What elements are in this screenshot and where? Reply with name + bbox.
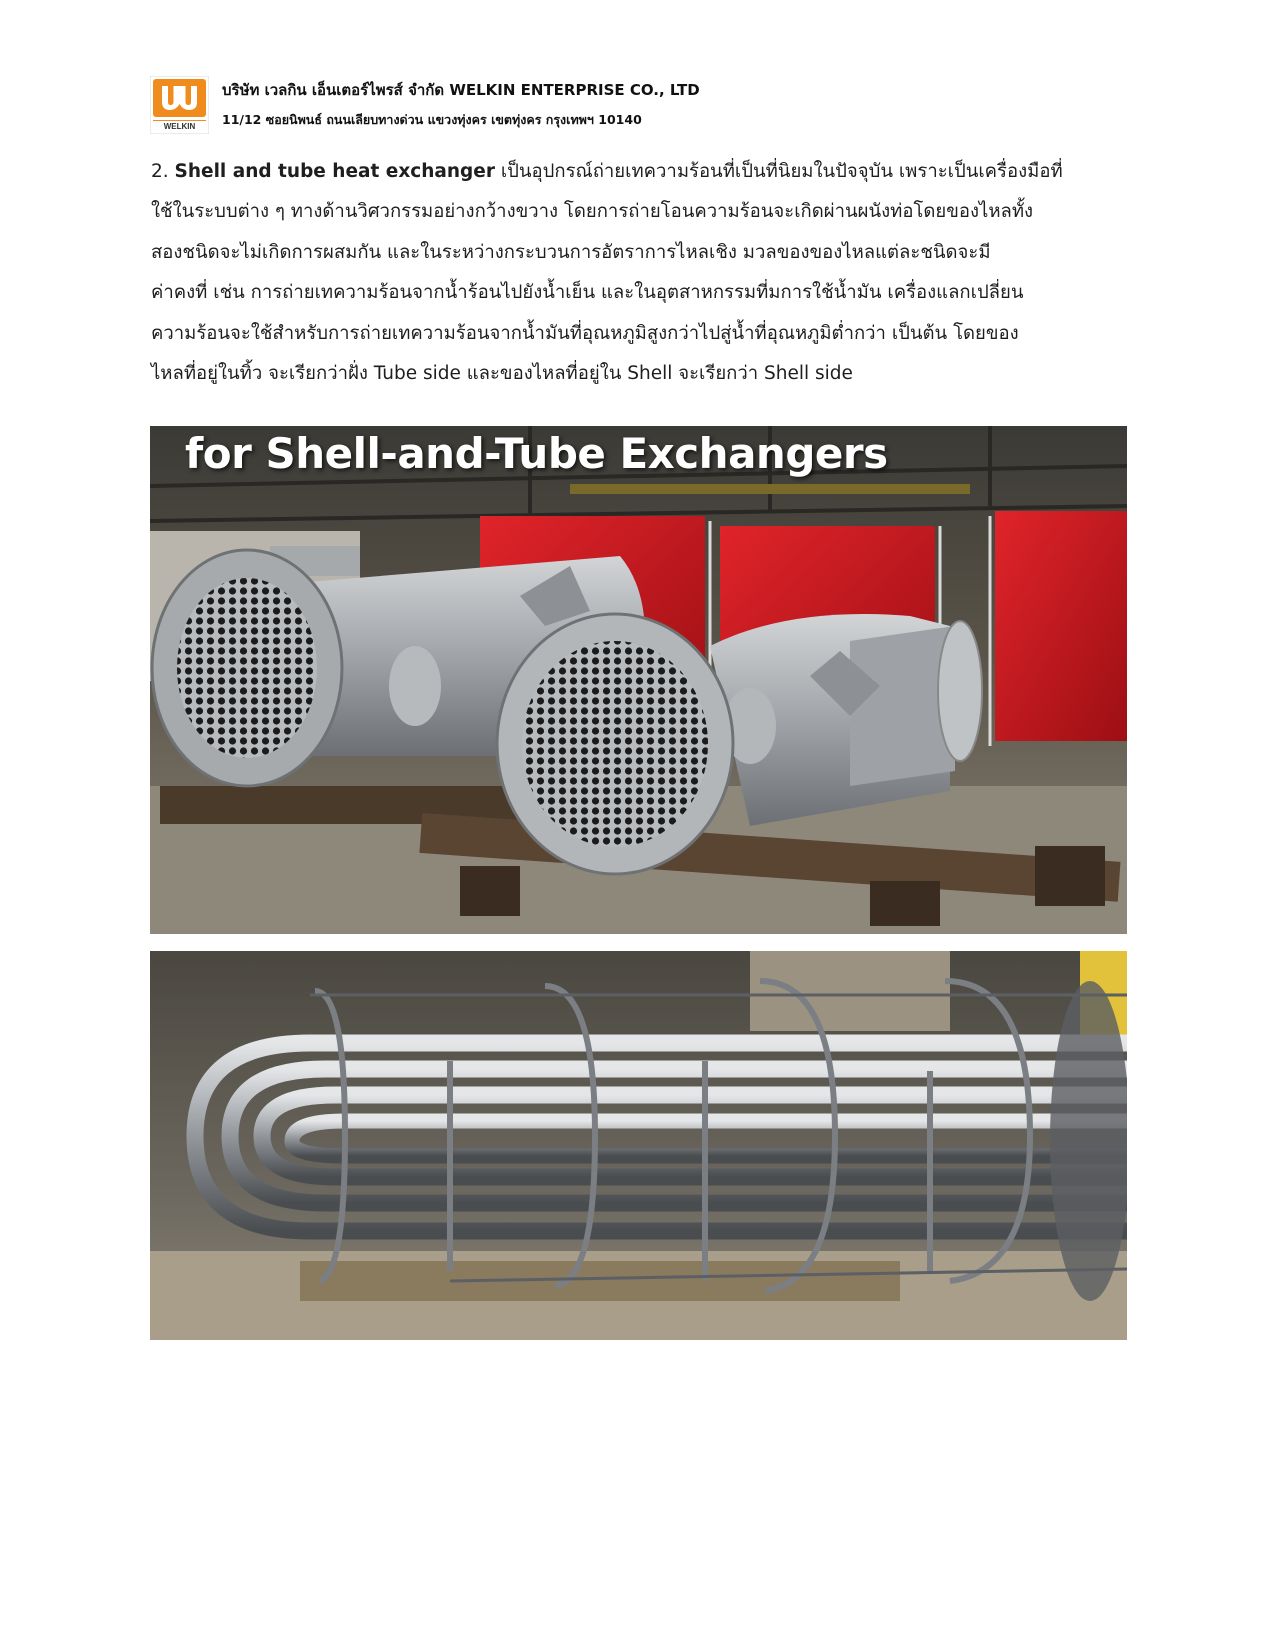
term-heading: Shell and tube heat exchanger: [174, 161, 495, 182]
paragraph-line: สองชนิดจะไม่เกิดการผสมกัน และในระหว่างกระบวนการอัตราการไหลเชิง มวลของของไหลแต่ละชนิดจะมี: [151, 241, 991, 263]
item-number: 2.: [151, 161, 169, 182]
photo-caption: for Shell-and-Tube Exchangers: [185, 429, 888, 478]
tube-bundle-photo: [150, 951, 1127, 1340]
letterhead: [150, 72, 750, 138]
exchangers-photo: [150, 426, 1127, 934]
paragraph-line: [151, 152, 1131, 192]
svg-text:WELKIN: WELKIN: [163, 122, 196, 131]
paragraph-line: ใช้ในระบบต่าง ๆ ทางด้านวิศวกรรมอย่างกว้างขวาง โดยการถ่ายโอนความร้อนจะเกิดผ่านผนังท่อโดยของไหลทั้ง: [151, 201, 1034, 223]
company-logo: [150, 76, 209, 134]
company-address: 11/12 ซอยนิพนธ์ ถนนเลียบทางด่วน แขวงทุ่งคร เขตทุ่งคร กรุงเทพฯ 10140: [222, 112, 642, 127]
line-text: เป็นอุปกรณ์ถ่ายเทความร้อนที่เป็นที่นิยมในปัจจุบัน เพราะเป็นเครื่องมือที่: [494, 161, 1063, 182]
company-name: บริษัท เวลกิน เอ็นเตอร์ไพรส์ จำกัด WELKIN ENTERPRISE CO., LTD: [222, 81, 700, 99]
paragraph-line: ไหลที่อยู่ในทิ้ว จะเรียกว่าฝั่ง Tube side และของไหลที่อยู่ใน Shell จะเรียกว่า Shell side: [151, 362, 853, 384]
paragraph-line: ค่าคงที่ เช่น การถ่ายเทความร้อนจากน้ำร้อนไปยังน้ำเย็น และในอุตสาหกรรมที่มการใช้น้ำมัน เครื่องแลกเปลี่ยน: [151, 282, 1024, 304]
paragraph-line: ความร้อนจะใช้สำหรับการถ่ายเทความร้อนจากน้ำมันที่อุณหภูมิสูงกว่าไปสู่น้ำที่อุณหภูมิต่ำกว่า เป็นต้น โดยของ: [151, 322, 1019, 344]
body-paragraph: [151, 152, 1131, 394]
